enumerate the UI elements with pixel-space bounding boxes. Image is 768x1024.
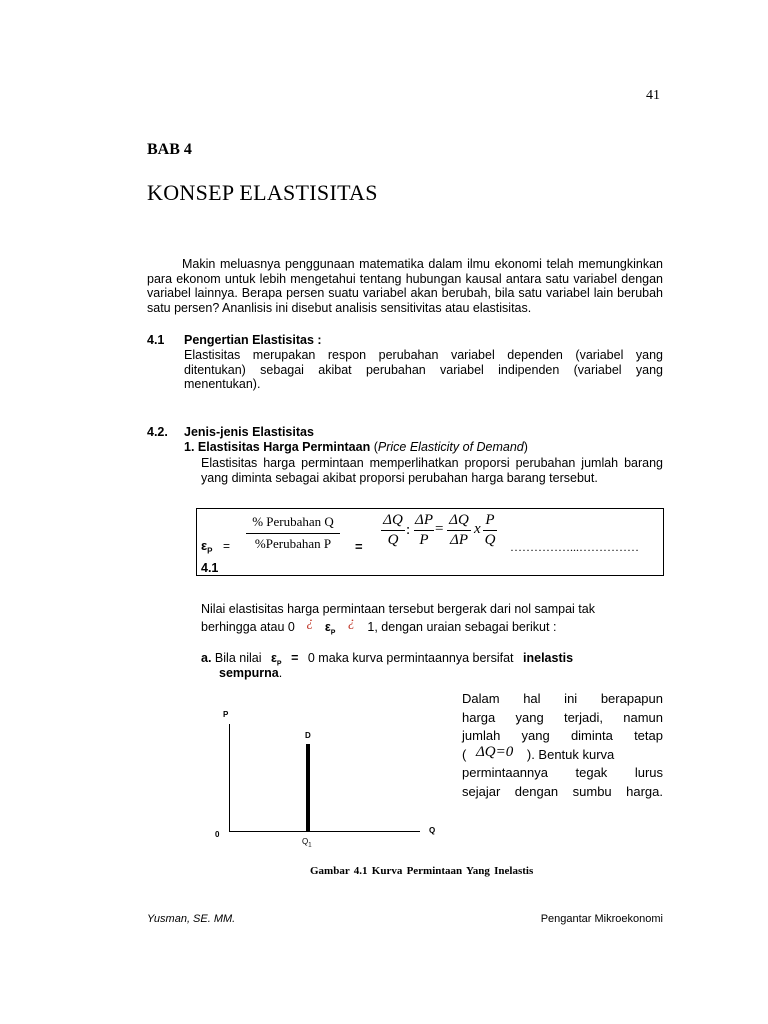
range-epsilon-subscript: P (330, 629, 336, 637)
range-line-2 (201, 615, 557, 641)
side-text-line-1: Dalam hal ini berapapun (462, 691, 663, 706)
range-symbol-1: ¿ (306, 615, 314, 630)
fraction-dp-p-denominator: P (419, 532, 429, 548)
side-text-line-2: harga yang terjadi, namun (462, 709, 663, 725)
item-1-heading-line (184, 440, 528, 455)
q1-text: Q (302, 837, 309, 846)
fraction-dq-dp-denominator: ΔP (450, 532, 468, 548)
range-line-2-start: berhingga atau 0 (201, 620, 295, 634)
section-4-1-body: Elastisitas merupakan respon perubahan variabel dependen (variabel yang ditentukan) sebagai akibat perubahan variabel indipenden (variabel yang menentukan). (184, 348, 663, 392)
item-a-pre: Bila nilai (214, 651, 262, 665)
q1-subscript: 1 (308, 842, 312, 849)
item-a-line-2 (219, 666, 282, 681)
demand-curve-line (306, 744, 310, 832)
side-text-line-5: permintaannya tegak lurus (462, 765, 663, 781)
formula-equals-2: = (355, 539, 363, 554)
demand-graph (200, 700, 450, 860)
formula-dots: ……………...…………… (510, 540, 639, 554)
intro-paragraph: Makin meluasnya penggunaan matematika dalam ilmu ekonomi telah memungkinkan para ekonom untuk lebih mengetahui tentang hubungan kausal antara satu variabel dengan variabel lainnya. Berapa persen suatu variabel akan berubah, bila satu variabel lain berubah satu persen? Ananlisis ini disebut analisis sensitivitas atau elastisitas. (147, 257, 663, 315)
section-4-2-number: 4.2. (147, 425, 168, 439)
range-symbol-2: ¿ (347, 615, 355, 630)
section-4-1-heading: Pengertian Elastisitas : (184, 333, 322, 347)
fraction-dq-q (381, 511, 405, 550)
chapter-label: BAB 4 (147, 141, 192, 158)
fraction-dq-dp-numerator: ΔQ (447, 511, 471, 531)
y-axis (229, 724, 230, 832)
origin-label: 0 (215, 830, 220, 839)
item-1-body: Elastisitas harga permintaan memperlihatkan proporsi perubahan jumlah barang yang diminta sebagai akibat proporsi perubahan harga barang tersebut. (201, 456, 663, 485)
figure-caption: Gambar 4.1 Kurva Permintaan Yang Inelastis (310, 865, 534, 877)
fraction-dq-dp (447, 511, 471, 550)
formula-denominator-text: %Perubahan P (254, 536, 332, 551)
item-a-epsilon: ε (270, 651, 277, 665)
section-4-1-number: 4.1 (147, 333, 165, 347)
fraction-p-q-denominator: Q (484, 532, 496, 548)
formula-box (196, 508, 664, 576)
formula-number: 4.1 (201, 561, 219, 575)
formula-colon: : (406, 522, 411, 538)
item-a-bold-1: inelastis (523, 651, 574, 665)
curve-label: D (305, 731, 311, 740)
item-a-post: 0 maka kurva permintaannya bersifat (307, 651, 514, 665)
range-line-1: Nilai elastisitas harga permintaan tersebut bergerak dari nol sampai tak (201, 602, 595, 616)
item-a-epsilon-subscript: P (276, 660, 282, 668)
side-text-line-4-end: ). Bentuk kurva (526, 746, 615, 762)
formula-numerator-text: % Perubahan Q (246, 514, 340, 534)
epsilon-char: ε (201, 538, 208, 553)
x-axis (229, 831, 420, 832)
side-text-line-3: jumlah yang diminta tetap (462, 728, 663, 744)
side-text-line-6: sejajar dengan sumbu harga. (462, 783, 663, 799)
x-axis-label: Q (429, 826, 436, 835)
y-axis-label: P (223, 710, 229, 719)
q1-label (302, 837, 312, 849)
side-text-paren-open: ( (462, 746, 467, 762)
fraction-dq-q-numerator: ΔQ (381, 511, 405, 531)
fraction-p-q (483, 511, 497, 550)
side-text-line-4 (462, 743, 663, 765)
epsilon-symbol (201, 538, 213, 556)
formula-times: x (474, 521, 481, 537)
range-line-2-end: 1, dengan uraian sebagai berikut : (367, 620, 557, 634)
item-1-paren-open: ( (373, 440, 378, 454)
page-number: 41 (646, 88, 660, 103)
item-1-heading: Elastisitas Harga Permintaan (197, 440, 371, 454)
side-text (462, 690, 663, 802)
fraction-dp-p (414, 511, 434, 550)
footer-author: Yusman, SE. MM. (147, 913, 236, 925)
item-1-number: 1. (184, 440, 195, 454)
epsilon-subscript: P (207, 546, 213, 556)
fraction-dp-p-numerator: ΔP (414, 511, 434, 531)
footer-book-title: Pengantar Mikroekonomi (540, 913, 663, 925)
page-title: KONSEP ELASTISITAS (147, 180, 378, 205)
fraction-dq-q-denominator: Q (387, 532, 399, 548)
item-1-paren-close: ) (523, 440, 528, 454)
item-a-label: a. (201, 651, 212, 665)
side-text-math: ΔQ=0 (475, 743, 514, 760)
item-a-equals: = (291, 651, 299, 665)
formula-equals-1: = (223, 539, 231, 553)
range-epsilon: ε (324, 620, 331, 634)
item-a-bold-2: sempurna (219, 666, 279, 680)
item-a-end: . (278, 666, 283, 680)
fraction-p-q-numerator: P (483, 511, 497, 531)
section-4-2-heading: Jenis-jenis Elastisitas (184, 425, 314, 439)
formula-equals-3: = (435, 521, 444, 537)
item-1-paren-italic: Price Elasticity of Demand (377, 440, 524, 454)
